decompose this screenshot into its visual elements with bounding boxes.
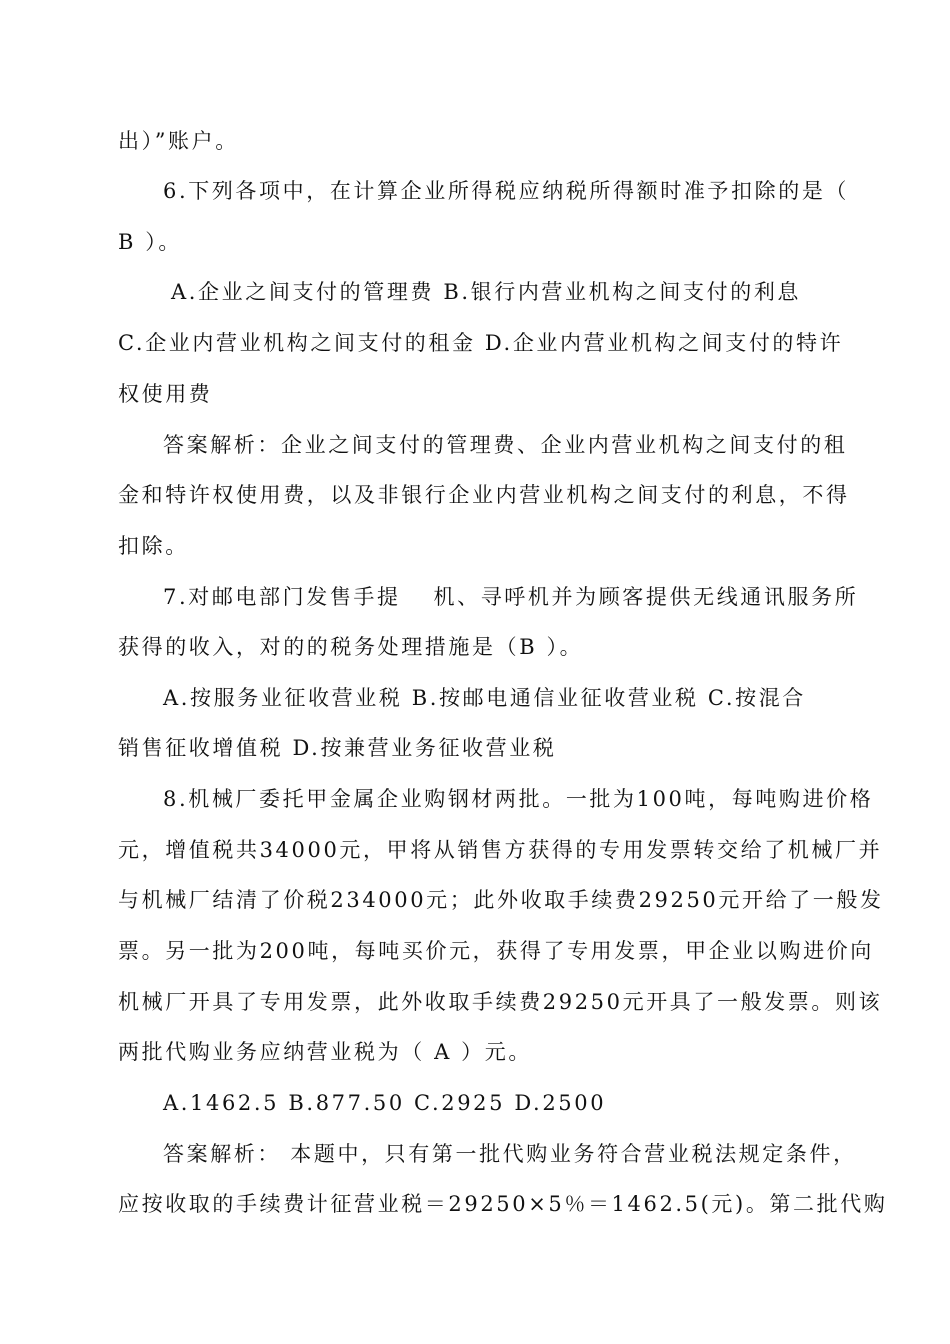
text-line: 出）”账户。 <box>118 129 239 153</box>
question-6-options-ab: A.企业之间支付的管理费 B.银行内营业机构之间支付的利息 <box>171 280 802 304</box>
question-6-options-cont: 权使用费 <box>118 382 213 406</box>
question-8-options: A.1462.5 B.877.50 C.2925 D.2500 <box>163 1091 607 1115</box>
question-7-text-cont: 获得的收入，对的的税务处理措施是（B ）。 <box>118 635 584 659</box>
question-6-answer: B ）。 <box>118 230 183 254</box>
question-7-text: 7.对邮电部门发售手提 机、寻呼机并为顾客提供无线通讯服务所 <box>163 585 859 609</box>
question-8-text-6: 两批代购业务应纳营业税为（ A ）元。 <box>118 1040 532 1064</box>
question-6-explanation-end: 扣除。 <box>118 534 189 558</box>
question-7-options-cont: 销售征收增值税 D.按兼营业务征收营业税 <box>118 736 557 760</box>
question-7-options: A.按服务业征收营业税 B.按邮电通信业征收营业税 C.按混合 <box>163 686 806 710</box>
question-8-text-2: 元，增值税共34000元，甲将从销售方获得的专用发票转交给了机械厂并 <box>118 838 883 862</box>
question-6-text: 6.下列各项中，在计算企业所得税应纳税所得额时准予扣除的是（ <box>163 179 850 203</box>
question-6-explanation: 答案解析：企业之间支付的管理费、企业内营业机构之间支付的租 <box>163 433 848 457</box>
question-8-text-3: 与机械厂结清了价税234000元；此外收取手续费29250元开给了一般发 <box>118 888 884 912</box>
question-8-explanation-cont: 应按收取的手续费计征营业税＝29250×5％＝1462.5(元)。第二批代购 <box>118 1192 888 1216</box>
question-8-text: 8.机械厂委托甲金属企业购钢材两批。一批为100吨，每吨购进价格 <box>163 787 874 811</box>
question-8-text-4: 票。另一批为200吨，每吨买价元，获得了专用发票，甲企业以购进价向 <box>118 939 874 963</box>
question-6-explanation-cont: 金和特许权使用费，以及非银行企业内营业机构之间支付的利息，不得 <box>118 483 850 507</box>
question-6-options-cd: C.企业内营业机构之间支付的租金 D.企业内营业机构之间支付的特许 <box>118 331 844 355</box>
question-8-explanation: 答案解析： 本题中，只有第一批代购业务符合营业税法规定条件， <box>163 1142 857 1166</box>
question-8-text-5: 机械厂开具了专用发票，此外收取手续费29250元开具了一般发票。则该 <box>118 990 883 1014</box>
